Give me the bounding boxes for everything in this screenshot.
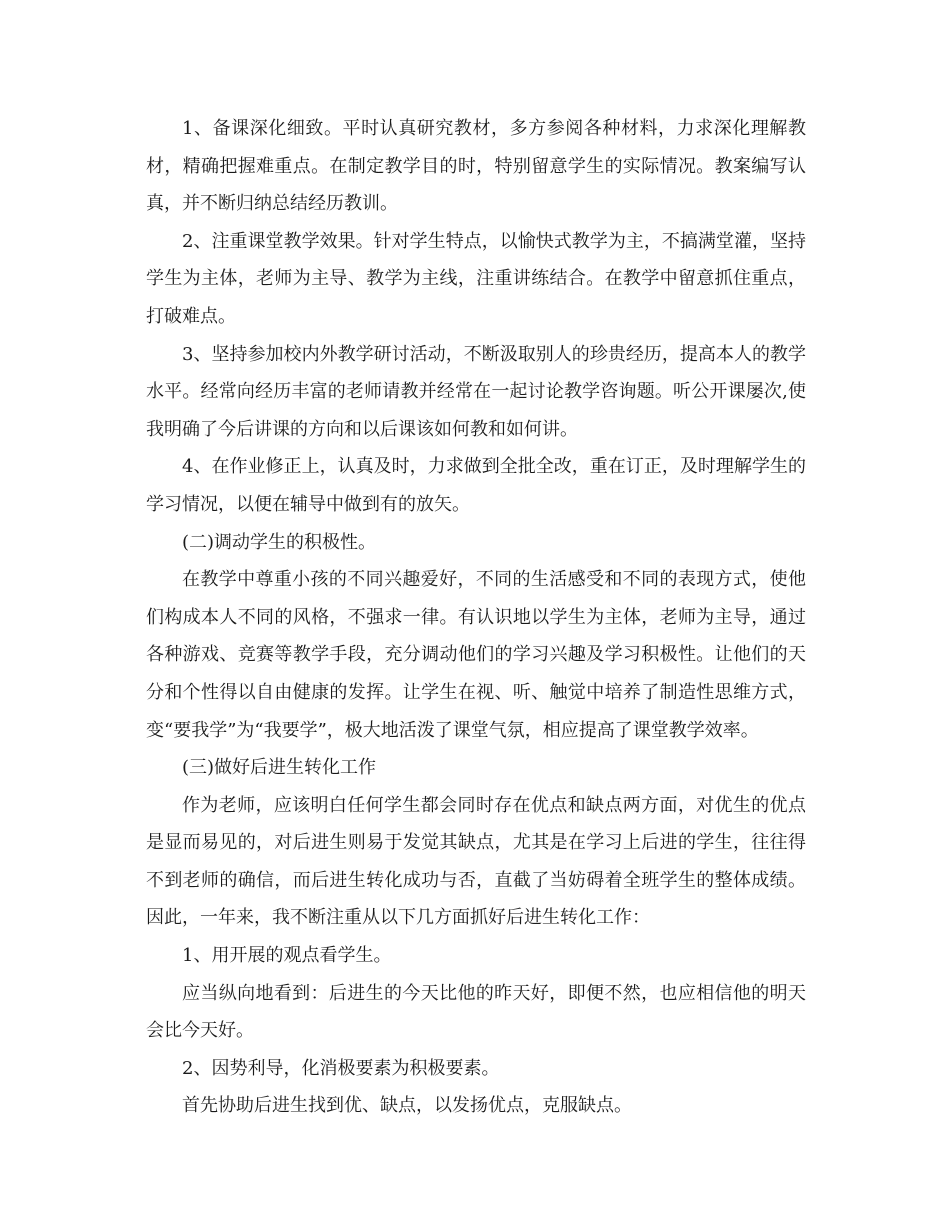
paragraph-teaching-research: 3、坚持参加校内外教学研讨活动，不断汲取别人的珍贵经历，提高本人的教学水平。经常向经历丰富的老师请教并经常在一起讨论教学咨询题。听公开课屡次,使我明确了今后讲课的方向和以后课该如何教和如何讲。 — [146, 343, 806, 440]
paragraph-struggling-students: 作为老师，应该明白任何学生都会同时存在优点和缺点两方面，对优生的优点是显而易见的，对后进生则易于发觉其缺点，尤其是在学习上后进的学生，往往得不到老师的确信，而后进生转化成功与否，直截了当妨碍着全班学生的整体成绩。因此，一年来，我不断注重从以下几方面抓好后进生转化工作： — [146, 794, 806, 929]
paragraph-lesson-preparation: 1、备课深化细致。平时认真研究教材，多方参阅各种材料，力求深化理解教材，精确把握难重点。在制定教学目的时，特别留意学生的实际情况。教案编写认真，并不断归纳总结经历教训。 — [146, 118, 806, 215]
paragraph-homework-correction: 4、在作业修正上，认真及时，力求做到全批全改，重在订正，及时理解学生的学习情况，以便在辅导中做到有的放矢。 — [146, 456, 806, 515]
document-body — [146, 110, 806, 1125]
paragraph-guidance: 首先协助后进生找到优、缺点，以发扬优点，克服缺点。 — [182, 1095, 632, 1117]
paragraph-classroom-effect: 2、注重课堂教学效果。针对学生特点，以愉快式教学为主，不搞满堂灌，坚持学生为主体，老师为主导、教学为主线，注重讲练结合。在教学中留意抓住重点，打破难点。 — [146, 230, 806, 327]
paragraph-development-view: 应当纵向地看到：后进生的今天比他的昨天好，即便不然，也应相信他的明天会比今天好。 — [146, 982, 806, 1042]
subheading-development-view: 1、用开展的观点看学生。 — [182, 945, 392, 967]
section-heading-struggling-students: (三)做好后进生转化工作 — [182, 757, 377, 779]
section-heading-motivation: (二)调动学生的积极性。 — [182, 531, 377, 553]
subheading-guidance: 2、因势利导，化消极要素为积极要素。 — [182, 1057, 500, 1079]
paragraph-motivation: 在教学中尊重小孩的不同兴趣爱好，不同的生活感受和不同的表现方式，使他们构成本人不同的风格，不强求一律。有认识地以学生为主体，老师为主导，通过各种游戏、竞赛等教学手段，充分调动他们的学习兴趣及学习积极性。让他们的天分和个性得以自由健康的发挥。让学生在视、听、触觉中培养了制造性思维方式，变“要我学”为“我要学”，极大地活泼了课堂气氛，相应提高了课堂教学效率。 — [146, 569, 806, 741]
